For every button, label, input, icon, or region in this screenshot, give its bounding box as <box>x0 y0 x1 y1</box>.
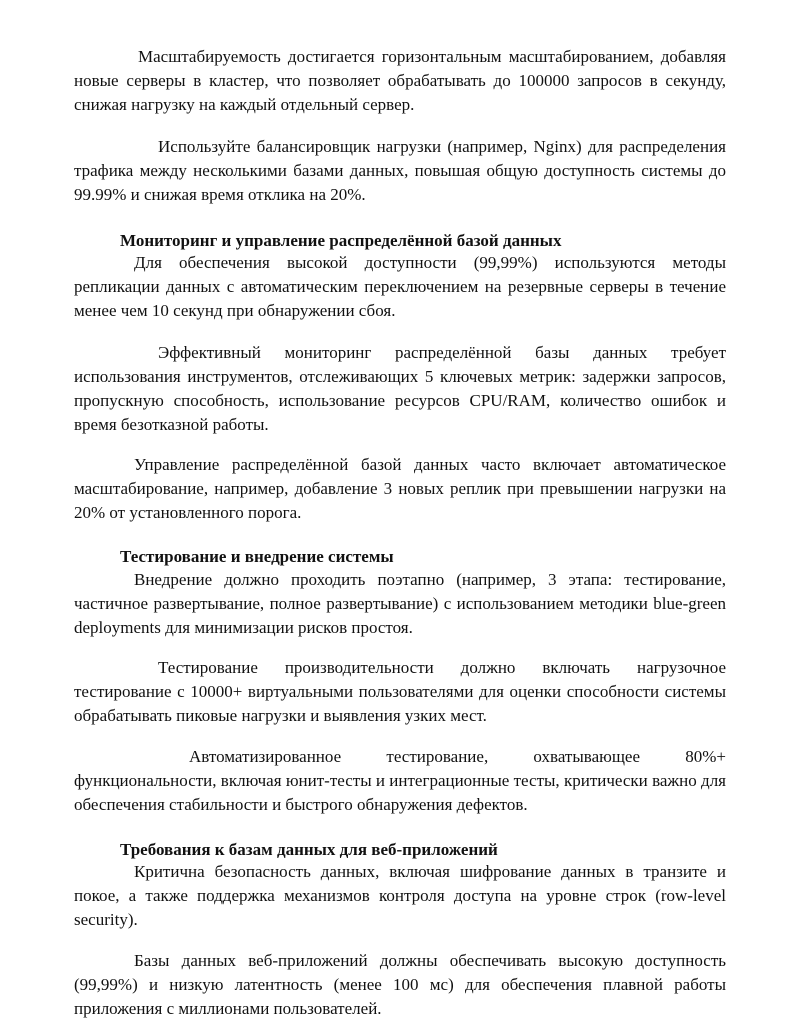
section-heading-monitoring: Мониторинг и управление распределённой базой данных <box>120 231 562 250</box>
paragraph-availability-latency: Базы данных веб-приложений должны обеспечивать высокую доступность (99,99%) и низкую латентность (менее 100 мс) для обеспечения плавной работы приложения с миллионами пользователей. <box>74 951 726 1018</box>
paragraph-horizontal-scaling: Масштабируемость достигается горизонтальным масштабированием, добавляя новые серверы в кластер, что позволяет обрабатывать до 100000 запросов в секунду, снижая нагрузку на каждый отдельный сервер. <box>74 47 726 114</box>
paragraph-phased-rollout: Внедрение должно проходить поэтапно (например, 3 этапа: тестирование, частичное развертывание, полное развертывание) с использованием методики blue-green deployments для минимизации рисков простоя. <box>74 570 726 637</box>
paragraph-load-balancer: Используйте балансировщик нагрузки (например, Nginx) для распределения трафика между несколькими базами данных, повышая общую доступность системы до 99.99% и снижая время отклика на 20%. <box>74 137 726 204</box>
paragraph-monitoring-metrics: Эффективный мониторинг распределённой базы данных требует использования инструментов, отслеживающих 5 ключевых метрик: задержки запросов, пропускную способность, использование ресурсов CPU/RAM, количество ошибок и время безотказной работы. <box>74 343 726 434</box>
paragraph-automated-testing: Автоматизированное тестирование, охватывающее 80%+ функциональности, включая юнит-тесты и интеграционные тесты, критически важно для обеспечения стабильности и быстрого обнаружения дефектов. <box>74 747 726 814</box>
paragraph-replication: Для обеспечения высокой доступности (99,99%) используются методы репликации данных с автоматическим переключением на резервные серверы в течение менее чем 10 секунд при обнаружении сбоя. <box>74 253 726 320</box>
section-heading-testing: Тестирование и внедрение системы <box>120 547 394 566</box>
paragraph-auto-scaling: Управление распределённой базой данных часто включает автоматическое масштабирование, например, добавление 3 новых реплик при превышении нагрузки на 20% от установленного порога. <box>74 455 726 522</box>
paragraph-performance-testing: Тестирование производительности должно включать нагрузочное тестирование с 10000+ виртуальными пользователями для оценки способности системы обрабатывать пиковые нагрузки и выявления узких мест. <box>74 658 726 725</box>
paragraph-data-security: Критична безопасность данных, включая шифрование данных в транзите и покое, а также поддержка механизмов контроля доступа на уровне строк (row-level security). <box>74 862 726 929</box>
section-heading-web-requirements: Требования к базам данных для веб-приложений <box>120 840 498 859</box>
